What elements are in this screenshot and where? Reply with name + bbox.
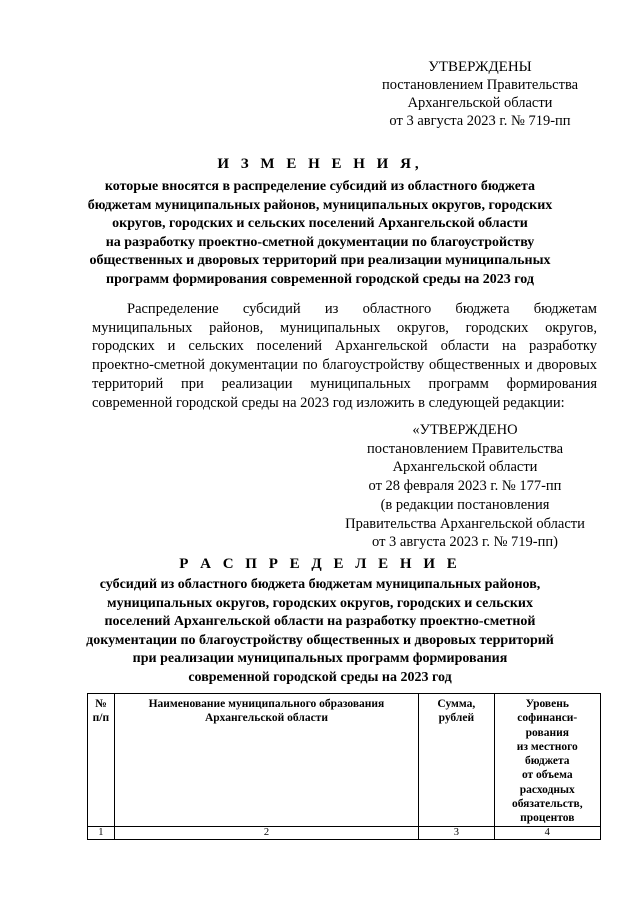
approval-line: (в редакции постановления: [380, 496, 550, 513]
distribution-subtitle: [70, 576, 570, 688]
subtitle-line: поселений Архангельской области на разработку проектно-сметной: [104, 614, 536, 630]
subtitle-line: округов, городских и сельских поселений Архангельской области: [112, 216, 528, 232]
body-paragraph: Распределение субсидий из областного бюджета бюджетам муниципальных районов, муниципальных округов, городских округов, городских и сельских поселений Архангельской области на разработку проектно-сметной документации по благоустройству общественных и дворовых территорий при реализации муниципальных программ формирования современной городской среды на 2023 год изложить в следующей редакции:: [92, 301, 597, 411]
distribution-title: Р А С П Р Е Д Е Л Е Н И Е: [179, 556, 461, 572]
header-line: п/п: [92, 712, 110, 725]
header-amount: [419, 694, 494, 827]
approval-line: постановлением Правительства: [381, 77, 579, 93]
subtitle-line: современной городской среды на 2023 год: [188, 669, 452, 685]
table-header-row: [88, 694, 601, 827]
subtitle-line: бюджетам муниципальных районов, муниципальных округов, городских: [87, 197, 553, 213]
header-line: Наименование муниципального образования: [148, 698, 385, 710]
column-number-row: [88, 826, 601, 839]
header-line: бюджета: [525, 755, 570, 768]
header-line: Уровень: [525, 698, 569, 710]
header-municipality: [114, 694, 418, 827]
subtitle-line: документации по благоустройству общественных и дворовых территорий: [86, 632, 554, 648]
approval-line: постановлением Правительства: [366, 440, 564, 457]
column-number-cell: 3: [419, 826, 494, 839]
approval-block-2: [330, 421, 600, 552]
approval-line: от 3 августа 2023 г. № 719-пп): [372, 534, 558, 551]
column-number-cell: 4: [494, 826, 600, 839]
subtitle-line: при реализации муниципальных программ формирования: [132, 651, 508, 667]
header-line: от объема: [521, 769, 573, 782]
subtitle-line: на разработку проектно-сметной документации по благоустройству: [105, 234, 535, 250]
header-line: Сумма,: [437, 698, 476, 710]
header-line: №: [95, 698, 107, 710]
approval-line: «УТВЕРЖДЕНО: [412, 422, 518, 438]
subtitle-line: программ формирования современной городской среды на 2023 год: [106, 271, 534, 287]
header-line: рования: [525, 726, 569, 739]
approval-line: Архангельской области: [392, 459, 538, 476]
approval-block: [360, 58, 600, 130]
subtitle-line: муниципальных округов, городских округов, городских и сельских: [107, 595, 533, 611]
subtitle-line: которые вносятся в распределение субсидий из областного бюджета: [104, 179, 536, 194]
header-line: Архангельской области: [204, 712, 328, 725]
approval-line: от 28 февраля 2023 г. № 177-пп: [368, 478, 562, 495]
header-line: рублей: [438, 712, 475, 725]
changes-subtitle: [70, 178, 570, 290]
distribution-table: [87, 693, 601, 840]
header-cofinancing: [494, 694, 600, 827]
header-line: расходных: [519, 783, 575, 796]
header-number: [88, 694, 115, 827]
column-number-cell: 2: [114, 826, 418, 839]
approval-line: УТВЕРЖДЕНЫ: [428, 59, 532, 75]
approval-line: Архангельской области: [407, 95, 553, 111]
header-line: обязательств,: [511, 798, 583, 811]
changes-title: И З М Е Н Е Н И Я,: [217, 156, 423, 172]
approval-line: Правительства Архангельской области: [345, 515, 585, 532]
subtitle-line: субсидий из областного бюджета бюджетам муниципальных районов,: [99, 577, 541, 592]
header-line: процентов: [520, 812, 575, 825]
header-line: из местного: [516, 740, 578, 753]
column-number-cell: 1: [88, 826, 115, 839]
approval-line: от 3 августа 2023 г. № 719-пп: [389, 113, 571, 129]
header-line: софинанси-: [517, 712, 578, 725]
subtitle-line: общественных и дворовых территорий при реализации муниципальных: [89, 253, 551, 269]
